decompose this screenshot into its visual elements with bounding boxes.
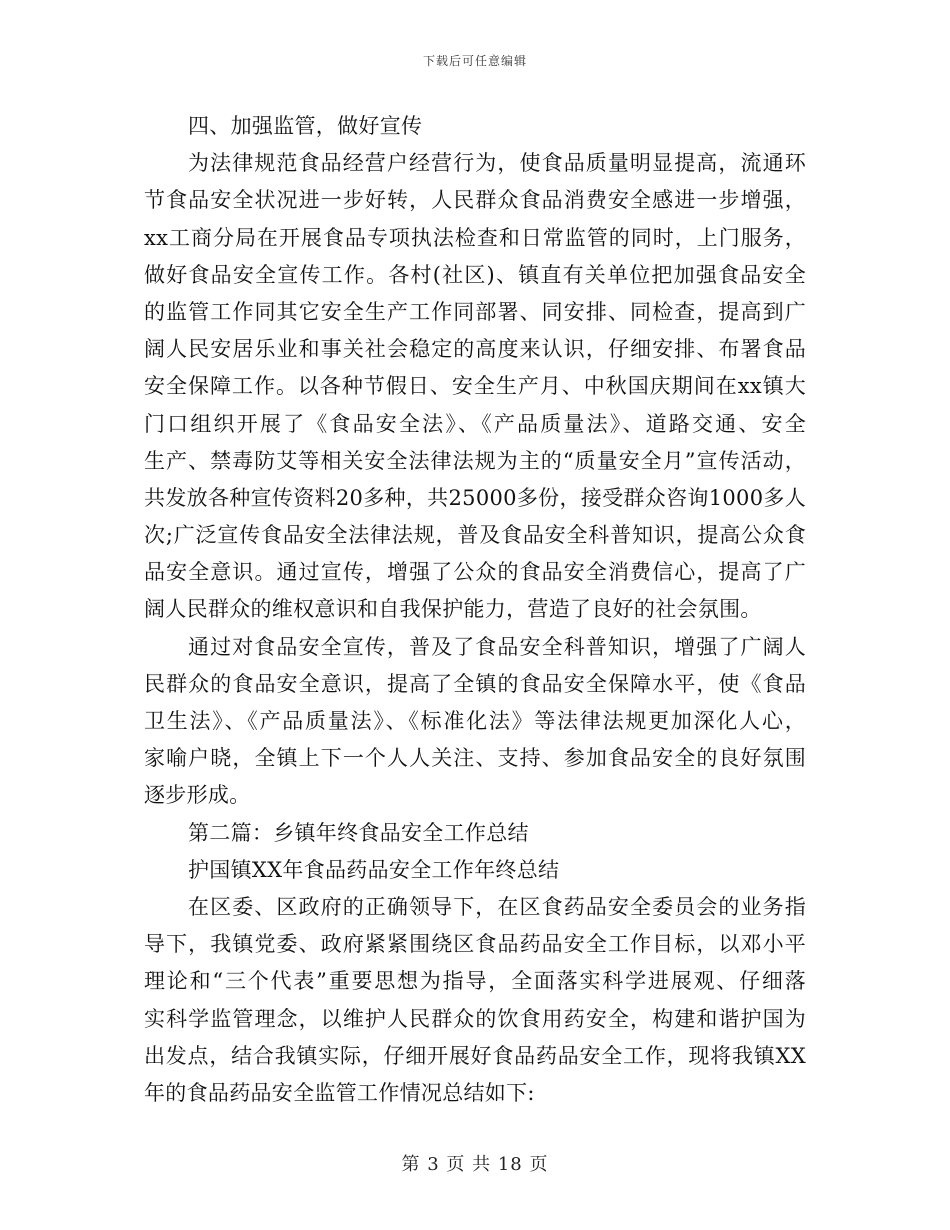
paragraph-line: 逐步形成。	[144, 783, 251, 808]
paragraph-line: 通过对食品安全宣传，普及了食品安全科普知识，增强了广阔人	[188, 634, 806, 659]
section-heading: 四、加强监管，做好宣传	[188, 114, 423, 138]
chapter-title: 第二篇：乡镇年终食品安全工作总结	[188, 820, 529, 845]
page-number: 第 3 页 共 18 页	[401, 1154, 549, 1175]
paragraph-line: 阔人民群众的维权意识和自我保护能力，营造了良好的社会氛围。	[144, 597, 762, 622]
paragraph-line: 次;广泛宣传食品安全法律法规，普及食品安全科普知识，提高公众食	[144, 523, 806, 548]
paragraph-line: 生产、禁毒防艾等相关安全法律法规为主的“质量安全月”宣传活动，	[144, 448, 806, 473]
paragraph-line: 品安全意识。通过宣传，增强了公众的食品安全消费信心，提高了广	[144, 560, 806, 585]
paragraph-line: 出发点，结合我镇实际，仔细开展好食品药品安全工作，现将我镇XX	[144, 1043, 806, 1068]
page-header: 下载后可任意编辑	[422, 54, 527, 68]
paragraph-line: 家喻户晓，全镇上下一个人人关注、支持、参加食品安全的良好氛围	[144, 746, 806, 771]
paragraph-line: 导下，我镇党委、政府紧紧围绕区食品药品安全工作目标，以邓小平	[144, 932, 806, 957]
paragraph-line: 年的食品药品安全监管工作情况总结如下:	[144, 1080, 535, 1105]
paragraph-line: xx工商分局在开展食品专项执法检查和日常监管的同时，上门服务，	[144, 225, 806, 250]
report-title: 护国镇XX年食品药品安全工作年终总结	[188, 857, 560, 882]
paragraph-line: 门口组织开展了《食品安全法》、《产品质量法》、道路交通、安全	[144, 411, 806, 436]
paragraph-line: 做好食品安全宣传工作。各村(社区)、镇直有关单位把加强食品安全	[144, 262, 806, 287]
paragraph-line: 理论和“三个代表”重要思想为指导，全面落实科学进展观、仔细落	[144, 969, 806, 994]
paragraph-line: 实科学监管理念，以维护人民群众的饮食用药安全，构建和谐护国为	[144, 1006, 806, 1031]
paragraph-line: 为法律规范食品经营户经营行为，使食品质量明显提高，流通环	[188, 151, 806, 176]
paragraph-line: 安全保障工作。以各种节假日、安全生产月、中秋国庆期间在xx镇大	[144, 374, 806, 399]
paragraph-line: 卫生法》、《产品质量法》、《标准化法》等法律法规更加深化人心，	[144, 709, 806, 733]
paragraph-line: 民群众的食品安全意识，提高了全镇的食品安全保障水平，使《食品	[144, 671, 806, 696]
paragraph-line: 在区委、区政府的正确领导下，在区食药品安全委员会的业务指	[188, 894, 806, 919]
paragraph-line: 阔人民安居乐业和事关社会稳定的高度来认识，仔细安排、布署食品	[144, 337, 806, 362]
document-body	[144, 108, 806, 1112]
paragraph-line: 节食品安全状况进一步好转，人民群众食品消费安全感进一步增强，	[144, 188, 806, 213]
paragraph-line: 共发放各种宣传资料20多种，共25000多份，接受群众咨询1000多人	[144, 485, 806, 510]
paragraph-line: 的监管工作同其它安全生产工作同部署、同安排、同检查，提高到广	[144, 299, 806, 324]
